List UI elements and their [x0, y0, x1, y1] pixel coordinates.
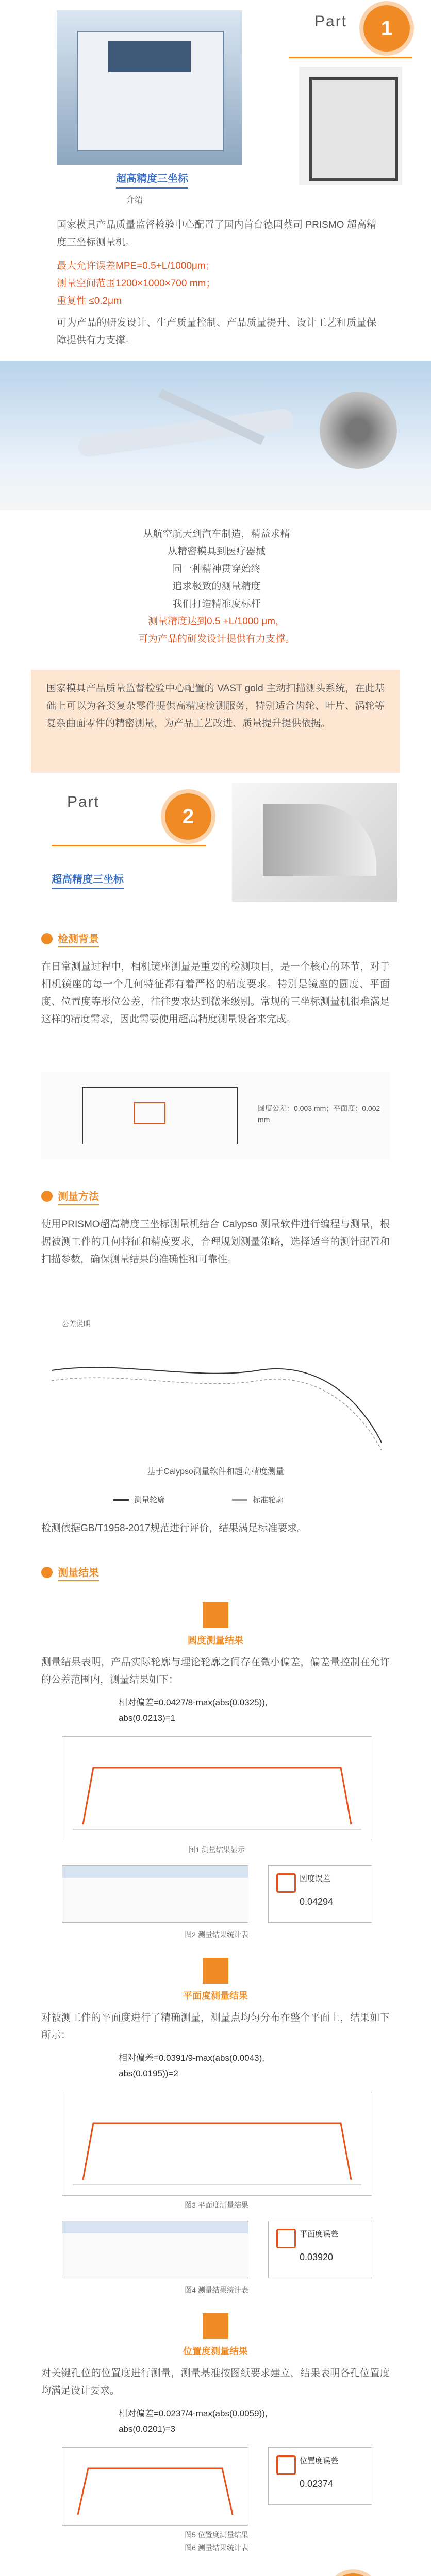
section-method-title: 测量方法 [58, 1188, 99, 1205]
result3-value-box [268, 2447, 372, 2505]
result1-value: 0.04294 [300, 1896, 334, 1907]
result2-title: 平面度测量结果 [183, 1991, 248, 2001]
result2-chart-svg [62, 2092, 372, 2195]
result3-chart [62, 2447, 248, 2526]
spec-2: 测量空间范围1200×1000×700 mm； [57, 278, 216, 289]
result2-chart [62, 2092, 372, 2196]
section-results-header [41, 1561, 99, 1584]
legend-b-swatch [232, 1499, 247, 1501]
legend-text: 检测依据GB/T1958-2017规范进行评价，结果满足标准要求。 [41, 1523, 307, 1534]
aircraft-shape [77, 408, 294, 458]
spec-3: 重复性 ≤0.2μm [57, 296, 122, 307]
legend-b-label: 标准轮廓 [253, 1496, 284, 1504]
section-dot-icon [41, 1567, 53, 1578]
result2-chart-caption: 图3 平面度测量结果 [185, 2201, 248, 2209]
result1-value-box [268, 1865, 372, 1923]
turbine-shape [320, 392, 397, 469]
result1-table-header-bar [62, 1866, 248, 1878]
tolerance-diagram [41, 1072, 390, 1159]
section-background-header [41, 927, 99, 950]
part2-caption: 超高精度三坐标 [52, 871, 124, 889]
part2-number-badge: 2 [165, 793, 211, 840]
note-label: 公差说明 [62, 1320, 91, 1328]
spec-1: 最大允许误差MPE=0.5+L/1000μm； [57, 261, 216, 272]
section-results-title: 测量结果 [58, 1564, 99, 1581]
result2-value: 0.03920 [300, 2252, 334, 2262]
result1-table [62, 1865, 248, 1923]
banner-line-5: 我们打造精准度标杆 [172, 599, 261, 609]
result1-value-marker [276, 1873, 296, 1893]
banner-text-box [88, 526, 345, 648]
result1-formula-1: 相对偏差=0.0427/8-max(abs(0.0325)), [119, 1698, 268, 1707]
section-background-title: 检测背景 [58, 930, 99, 947]
aircraft-banner [0, 361, 431, 510]
tolerance-note-text: 圆度公差：0.003 mm；平面度：0.002 mm [258, 1104, 380, 1124]
section-method-header [41, 1185, 99, 1208]
result1-table-caption: 图2 测量结果统计表 [185, 1930, 248, 1939]
result2-value-box [268, 2221, 372, 2278]
section-dot-icon [41, 933, 53, 944]
curve-sheet-shape [263, 804, 376, 876]
result2-table [62, 2221, 248, 2278]
part2-label: Part [67, 793, 100, 810]
part1-intro: 国家模具产品质量监督检验中心配置了国内首台德国蔡司 PRISMO 超高精度三坐标测量机。 [57, 219, 376, 248]
result3-chart-svg [62, 2448, 248, 2525]
result1-chart-svg [62, 1737, 372, 1840]
machine-photo-frame-shape [309, 77, 398, 181]
result3-intro: 对关键孔位的位置度进行测量，测量基准按图纸要求建立，结果表明各孔位置度均满足设计要求。 [41, 2368, 390, 2396]
result3-formula-1: 相对偏差=0.0237/4-max(abs(0.0059)), [119, 2409, 268, 2418]
legend-row [113, 1494, 330, 1510]
result1-intro: 测量结果表明，产品实际轮廓与理论轮廓之间存在微小偏差，偏差量控制在允许的公差范围内，测量结果如下： [41, 1657, 390, 1685]
section-background-text: 在日常测量过程中，相机镜座测量是重要的检测项目，是一个核心的环节，对于相机镜座的每一个几何特征都有着严格的精度要求。特别是镜座的圆度、平面度、位置度等形位公差，往往要求达到微米级别。常规的三坐标测量机很难满足这样的精度需求，因此需要使用超高精度测量设备来完成。 [41, 961, 390, 1025]
result3-value: 0.02374 [300, 2479, 334, 2489]
result3-formula-2: abs(0.0201)=3 [119, 2424, 176, 2434]
result1-chart-caption: 图1 测量结果显示 [188, 1845, 245, 1854]
calypso-caption: 基于Calypso测量软件和超高精度测量 [147, 1467, 284, 1476]
result2-table-caption: 图4 测量结果统计表 [185, 2286, 248, 2294]
part2-underline [52, 845, 206, 846]
result3-table-caption: 图6 测量结果统计表 [185, 2544, 248, 2552]
result3-icon [203, 2313, 228, 2339]
part2-curve-image [232, 783, 397, 902]
part-label: Part [314, 13, 347, 30]
banner-line-4: 追求极致的测量精度 [172, 581, 261, 592]
result3-value-marker [276, 2455, 296, 2475]
part-number-badge: 1 [363, 5, 410, 52]
result2-table-header-bar [62, 2221, 248, 2233]
result1-chart [62, 1736, 372, 1840]
result2-intro: 对被测工件的平面度进行了精确测量，测量点均匀分布在整个平面上，结果如下所示： [41, 2012, 390, 2041]
vast-text: 国家模具产品质量监督检验中心配置的 VAST gold 主动扫描测头系统，在此基础上可以为各类复杂零件提供高精度检测服务，特别适合齿轮、叶片、涡轮等复杂曲面零件的精密测量，为产品工艺改进、质量提升提供依据。 [46, 683, 385, 729]
cmm-machine-image [57, 10, 242, 165]
section-method-text: 使用PRISMO超高精度三坐标测量机结合 Calypso 测量软件进行编程与测量，根据被测工件的几何特征和精度要求，合理规划测量策略，选择适当的测针配置和扫描参数，确保测量结果的准确性和可靠性。 [41, 1219, 390, 1265]
part1-section [0, 0, 431, 289]
machine-bridge-shape [108, 41, 191, 72]
section-dot-icon [41, 1191, 53, 1202]
banner-highlight-1: 测量精度达到0.5 +L/1000 μm， [148, 616, 285, 627]
part1-desc: 可为产品的研发设计、生产质量控制、产品质量提升、设计工艺和质量保障提供有力支撑。 [57, 317, 376, 346]
legend-a-label: 测量轮廓 [134, 1496, 165, 1504]
result2-value-label: 平面度误差 [300, 2230, 339, 2239]
part-underline [289, 57, 412, 58]
profile-diagram-svg [41, 1340, 390, 1453]
profile-diagram [41, 1340, 390, 1453]
machine-photo-right [299, 67, 402, 185]
result1-formula-2: abs(0.0213)=1 [119, 1713, 176, 1723]
image-caption: 介绍 [126, 196, 143, 205]
result1-value-label: 圆度误差 [300, 1874, 331, 1883]
legend-a-swatch [113, 1499, 129, 1501]
result1-icon [203, 1602, 228, 1628]
vast-info-panel [31, 670, 400, 773]
result2-formula-2: abs(0.0195))=2 [119, 2069, 178, 2078]
banner-line-3: 同一种精神贯穿始终 [172, 564, 261, 574]
result2-icon [203, 1958, 228, 1984]
result3-title: 位置度测量结果 [183, 2346, 248, 2357]
result2-value-marker [276, 2229, 296, 2248]
machine-caption: 超高精度三坐标 [116, 170, 188, 189]
banner-line-2: 从精密模具到医疗器械 [167, 546, 266, 557]
result3-value-label: 位置度误差 [300, 2456, 339, 2465]
banner-highlight-2: 可为产品的研发设计提供有力支撑。 [138, 634, 295, 645]
result3-chart-caption: 图5 位置度测量结果 [185, 2531, 248, 2539]
result1-title: 圆度测量结果 [188, 1635, 243, 1646]
banner-line-1: 从航空航天到汽车制造，精益求精 [143, 529, 290, 539]
result2-formula-1: 相对偏差=0.0391/9-max(abs(0.0043), [119, 2053, 264, 2063]
part3-number-badge [330, 2573, 376, 2576]
